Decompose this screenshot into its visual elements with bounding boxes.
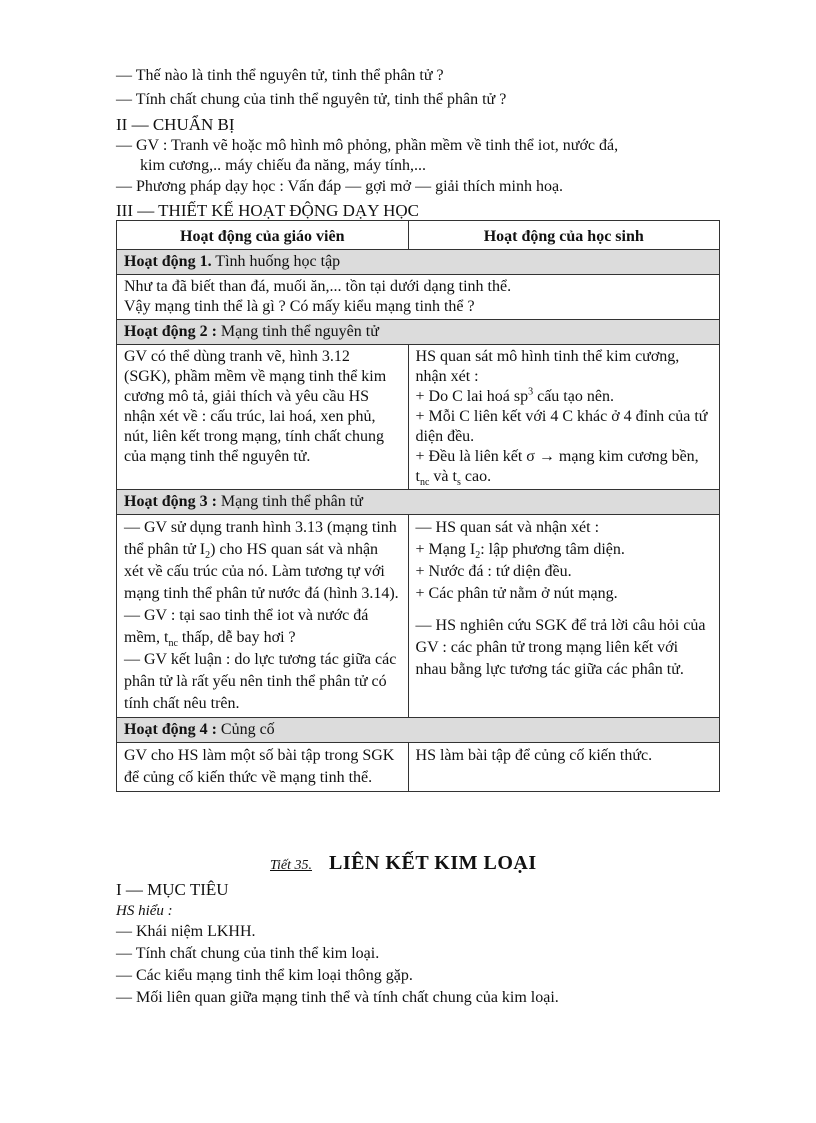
activity-2-student-line-2: + Do C lai hoá $sp^3$ cấu tạo nên. <box>415 386 614 405</box>
activity-1-label: Hoạt động 1. <box>124 253 212 270</box>
objective-item-4: — Mối liên quan giữa mạng tinh thể và tính chất chung của kim loại. <box>116 989 559 1006</box>
activity-4-label: Hoạt động 4 : <box>124 721 217 738</box>
activity-2-header <box>117 320 720 345</box>
activity-4-student <box>408 743 719 792</box>
prep-method-line: — Phương pháp dạy học : Vấn đáp — gợi mở — giải thích minh hoạ. <box>116 178 564 195</box>
activity-1-title: Tình huống học tập <box>215 253 341 270</box>
activity-2-row <box>117 320 720 345</box>
arrow-icon: → <box>538 448 555 465</box>
activity-3-student-line-2: + Mạng $I_2$: lập phương tâm diện. <box>415 541 625 562</box>
objectives-heading: I — MỤC TIÊU <box>116 880 229 899</box>
activity-3-teacher <box>117 515 409 718</box>
activity-3-student-line-1: — HS quan sát và nhận xét : <box>415 519 600 536</box>
table-header-row <box>117 221 720 250</box>
activity-1-row <box>117 250 720 275</box>
activity-3-label: Hoạt động 3 : <box>124 493 217 510</box>
activity-4-title: Củng cố <box>220 721 275 738</box>
activity-4-header <box>117 718 720 743</box>
prep-gv-line-cont: kim cương,.. máy chiếu đa năng, máy tính,... <box>140 157 426 174</box>
activity-2-student-line-3: + Mỗi C liên kết với 4 C khác ở 4 đỉnh của tứ diện đều. <box>415 408 708 445</box>
activity-3-teacher-line-3: — GV kết luận : do lực tương tác giữa các phân tử là rất yếu nên tinh thể phân tử có tính chất nêu trên. <box>124 651 397 712</box>
lesson-35-title <box>270 852 537 875</box>
activity-2-student <box>408 345 719 490</box>
activity-3-title: Mạng tinh thể phân tử <box>220 493 363 510</box>
activity-3-student-line-4: + Các phân tử nằm ở nút mạng. <box>415 585 618 602</box>
lesson-number: Tiết 35. <box>270 858 313 873</box>
activity-3-teacher-line-1: — GV sử dụng tranh hình 3.13 (mạng tinh thể phân tử $I_2$) cho HS quan sát và nhận xét về cấu trúc của nó. Làm tương tự với mạng tinh thể phân tử nước đá (hình 3.14). <box>124 519 399 602</box>
hs-hieu-label: HS hiểu : <box>116 903 173 919</box>
activity-4-teacher-text: GV cho HS làm một số bài tập trong SGK để củng cố kiến thức về mạng tinh thể. <box>124 747 395 786</box>
student-column-header: Hoạt động của học sinh <box>408 221 719 250</box>
lesson-title: LIÊN KẾT KIM LOẠI <box>329 852 537 874</box>
activity-2-label: Hoạt động 2 : <box>124 323 217 340</box>
activity-1-header <box>117 250 720 275</box>
activity-4-row <box>117 718 720 743</box>
activity-2-teacher <box>117 345 409 490</box>
activity-2-student-line-4: + Đều là liên kết σ → mạng kim cương bền, $t_{nc}$ và $t_s$ cao. <box>415 448 699 489</box>
activity-table <box>116 220 720 792</box>
activity-3-row <box>117 490 720 515</box>
section-3-heading: III — THIẾT KẾ HOẠT ĐỘNG DẠY HỌC <box>116 201 419 220</box>
activity-3-student-line-5: — HS nghiên cứu SGK để trả lời câu hỏi của GV : các phân tử trong mạng liên kết với nhau bằng lực tương tác giữa các phân tử. <box>415 617 706 678</box>
objective-item-2: — Tính chất chung của tinh thể kim loại. <box>116 945 380 962</box>
intro-question-2: — Tính chất chung của tinh thể nguyên tử, tinh thể phân tử ? <box>116 91 507 108</box>
activity-2-title: Mạng tinh thể nguyên tử <box>220 323 379 340</box>
sigma-symbol: σ <box>526 448 535 465</box>
activity-1-content <box>117 275 720 320</box>
activity-3-student-line-3: + Nước đá : tứ diện đều. <box>415 563 572 580</box>
objective-item-3: — Các kiểu mạng tinh thể kim loại thông gặp. <box>116 967 413 984</box>
activity-2-student-line-1: HS quan sát mô hình tinh thể kim cương, nhận xét : <box>415 348 680 385</box>
activity-3-header <box>117 490 720 515</box>
activity-4-teacher <box>117 743 409 792</box>
activity-4-student-text: HS làm bài tập để củng cố kiến thức. <box>415 747 653 764</box>
activity-3-teacher-line-2: — GV : tại sao tinh thể iot và nước đá mềm, $t_{nc}$ thấp, dễ bay hơi ? <box>124 607 369 650</box>
activity-3-student <box>408 515 719 718</box>
activity-1-line-2: Vậy mạng tinh thể là gì ? Có mấy kiểu mạng tinh thể ? <box>124 298 475 315</box>
objective-item-1: — Khái niệm LKHH. <box>116 923 256 940</box>
prep-gv-line: — GV : Tranh vẽ hoặc mô hình mô phỏng, phần mềm về tinh thể iot, nước đá, <box>116 137 619 154</box>
teacher-column-header: Hoạt động của giáo viên <box>117 221 409 250</box>
intro-question-1: — Thế nào là tinh thể nguyên tử, tinh thể phân tử ? <box>116 67 444 84</box>
activity-1-line-1: Như ta đã biết than đá, muối ăn,... tồn tại dưới dạng tinh thể. <box>124 278 512 295</box>
activity-2-teacher-text: GV có thể dùng tranh vẽ, hình 3.12 (SGK), phầm mềm về mạng tinh thể kim cương mô tả, giải thích và yêu cầu HS nhận xét về : cấu trúc, lai hoá, xen phủ, nút, liên kết trong mạng, tính chất chung của mạng tinh thể nguyên tử. <box>124 348 387 465</box>
section-2-heading: II — CHUẨN BỊ <box>116 115 235 134</box>
